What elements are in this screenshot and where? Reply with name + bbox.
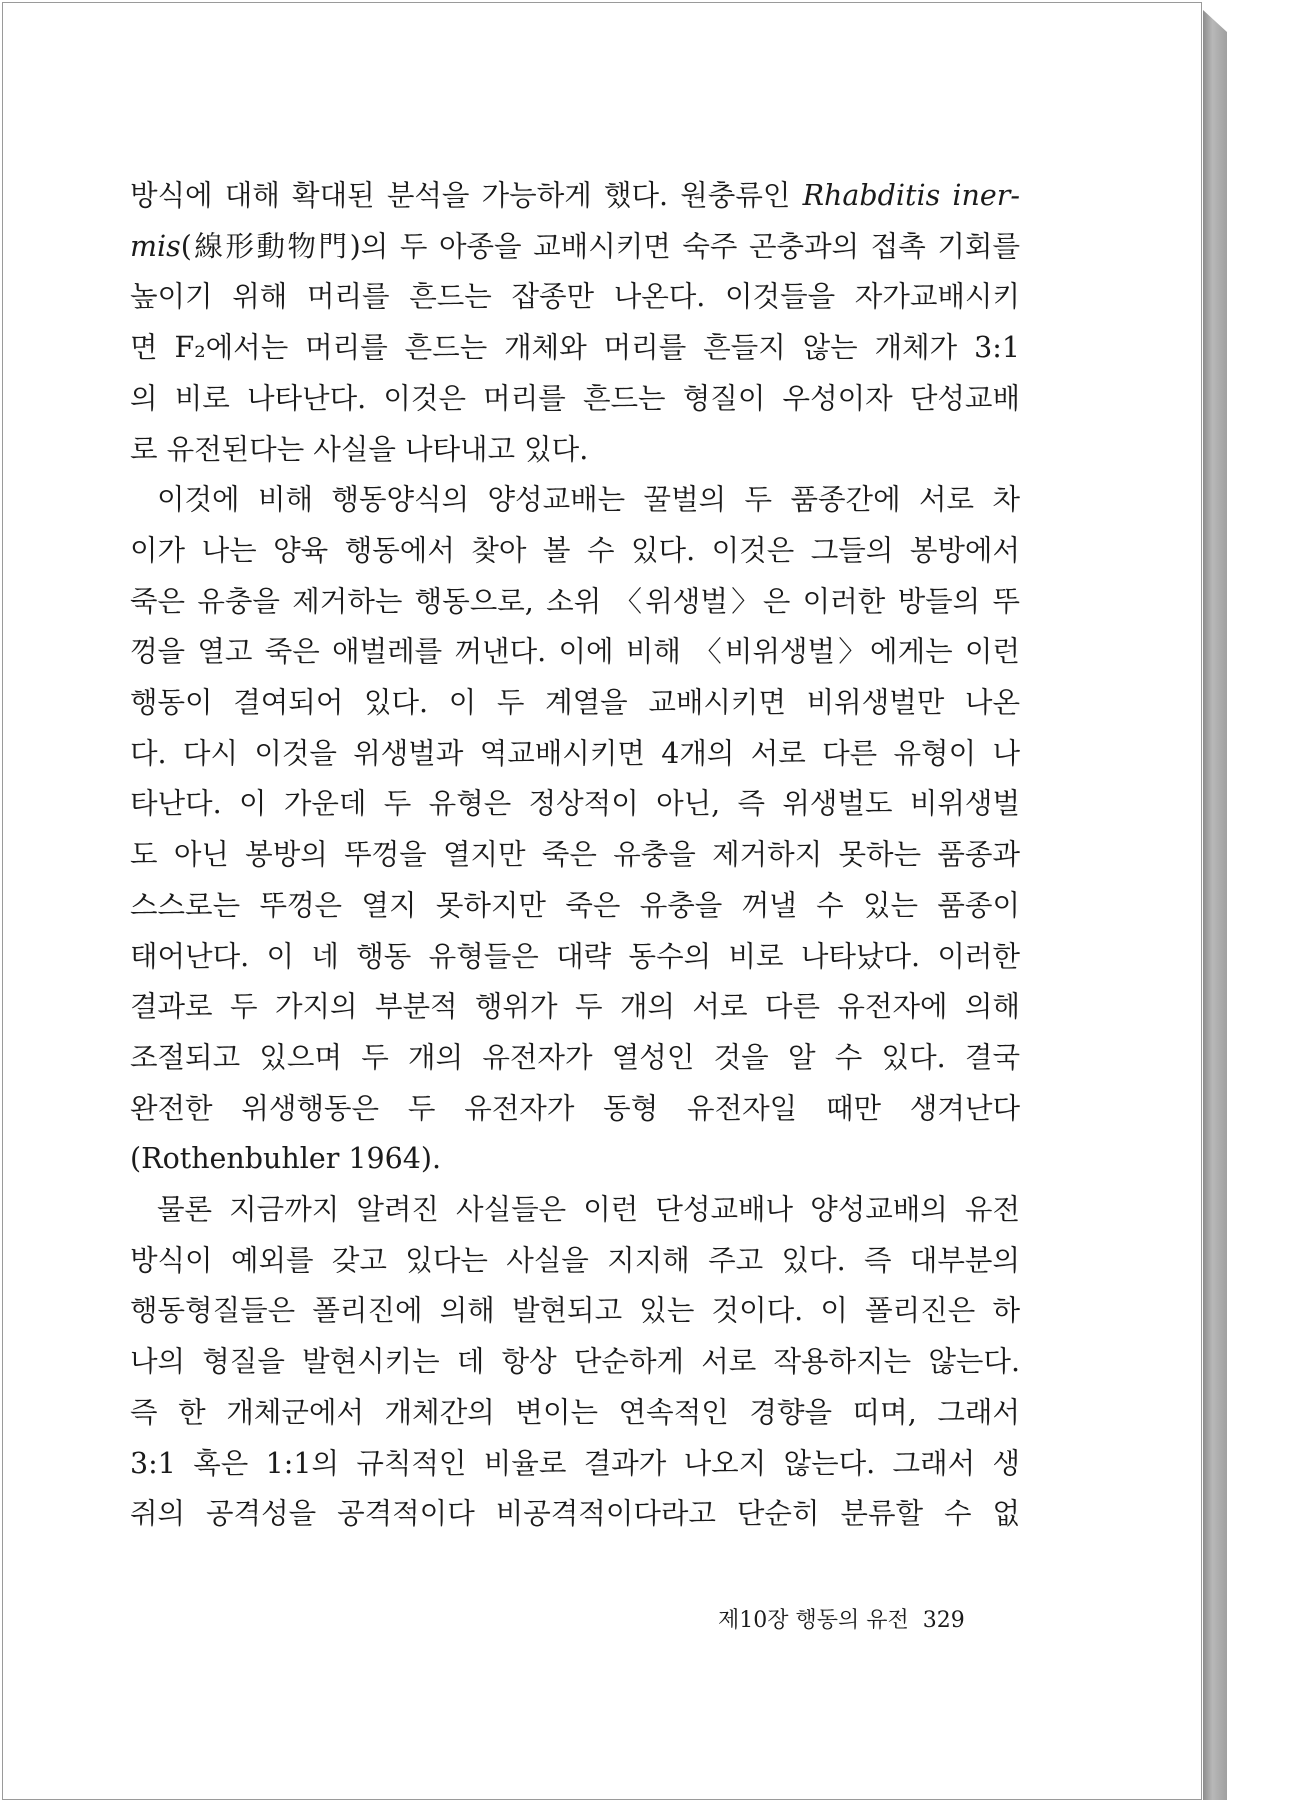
- page-footer: [718, 1603, 965, 1634]
- text-line: 껑을 열고 죽은 애벌레를 꺼낸다. 이에 비해 〈비위생벌〉에게는 이런: [130, 635, 1020, 669]
- text-line: 이것에 비해 행동양식의 양성교배는 꿀벌의 두 품종간에 서로 차: [157, 483, 1020, 517]
- page-number: 329: [922, 1608, 965, 1633]
- text-line: 즉 한 개체군에서 개체간의 변이는 연속적인 경향을 띠며, 그래서: [130, 1395, 1020, 1429]
- citation-line: (Rothenbuhler 1964).: [130, 1142, 442, 1176]
- text-line: 행동이 결여되어 있다. 이 두 계열을 교배시키면 비위생벌만 나온: [130, 686, 1020, 720]
- text-line: 높이기 위해 머리를 흔드는 잡종만 나온다. 이것들을 자가교배시키: [130, 280, 1020, 314]
- running-footer-chapter: 제10장 행동의 유전: [718, 1608, 909, 1633]
- page-edge-shadow: [1203, 10, 1227, 1800]
- text-line: 3:1 혹은 1:1의 규칙적인 비율로 결과가 나오지 않는다. 그래서 생: [130, 1446, 1020, 1480]
- book-page: [2, 2, 1202, 1800]
- text-line: 행동형질들은 폴리진에 의해 발현되고 있는 것이다. 이 폴리진은 하: [130, 1294, 1020, 1328]
- text-span: (線形動物門)의 두 아종을 교배시키면 숙주 곤충과의 접촉 기회를: [180, 229, 1020, 263]
- text-line: 죽은 유충을 제거하는 행동으로, 소위 〈위생벌〉은 이러한 방들의 뚜: [130, 584, 1020, 618]
- text-line: 방식이 예외를 갖고 있다는 사실을 지지해 주고 있다. 즉 대부분의: [130, 1243, 1020, 1277]
- text-line: 로 유전된다는 사실을 나타내고 있다.: [130, 432, 589, 466]
- body-text: [130, 171, 1020, 1540]
- text-line: 의 비로 나타난다. 이것은 머리를 흔드는 형질이 우성이자 단성교배: [130, 381, 1020, 415]
- text-line: 태어난다. 이 네 행동 유형들은 대략 동수의 비로 나타났다. 이러한: [130, 939, 1020, 973]
- paragraph-2: [130, 475, 1020, 1185]
- text-line: [130, 222, 1020, 273]
- text-line: 면 F₂에서는 머리를 흔드는 개체와 머리를 흔들지 않는 개체가 3:1: [130, 331, 1020, 365]
- species-name: Rhabditis iner-: [802, 179, 1020, 212]
- species-name: mis: [130, 229, 181, 263]
- text-line: 결과로 두 가지의 부분적 행위가 두 개의 서로 다른 유전자에 의해: [130, 990, 1020, 1024]
- paragraph-1: [130, 171, 1020, 475]
- text-line: 물론 지금까지 알려진 사실들은 이런 단성교배나 양성교배의 유전: [157, 1193, 1020, 1227]
- text-line: 쥐의 공격성을 공격적이다 비공격적이다라고 단순히 분류할 수 없: [130, 1497, 1020, 1531]
- text-line: 나의 형질을 발현시키는 데 항상 단순하게 서로 작용하지는 않는다.: [130, 1345, 1020, 1379]
- text-line: 완전한 위생행동은 두 유전자가 동형 유전자일 때만 생겨난다: [130, 1091, 1020, 1125]
- text-line: 조절되고 있으며 두 개의 유전자가 열성인 것을 알 수 있다. 결국: [130, 1040, 1020, 1074]
- text-line: 스스로는 뚜껑은 열지 못하지만 죽은 유충을 꺼낼 수 있는 품종이: [130, 888, 1020, 922]
- paragraph-3: [130, 1185, 1020, 1540]
- text-line: 다. 다시 이것을 위생벌과 역교배시키면 4개의 서로 다른 유형이 나: [130, 736, 1020, 770]
- text-line: 이가 나는 양육 행동에서 찾아 볼 수 있다. 이것은 그들의 봉방에서: [130, 533, 1020, 567]
- text-span: 방식에 대해 확대된 분석을 가능하게 했다. 원충류인: [130, 179, 803, 212]
- text-line: [130, 171, 1020, 222]
- text-line: 도 아닌 봉방의 뚜껑을 열지만 죽은 유충을 제거하지 못하는 품종과: [130, 838, 1020, 872]
- text-line: 타난다. 이 가운데 두 유형은 정상적이 아닌, 즉 위생벌도 비위생벌: [130, 787, 1020, 821]
